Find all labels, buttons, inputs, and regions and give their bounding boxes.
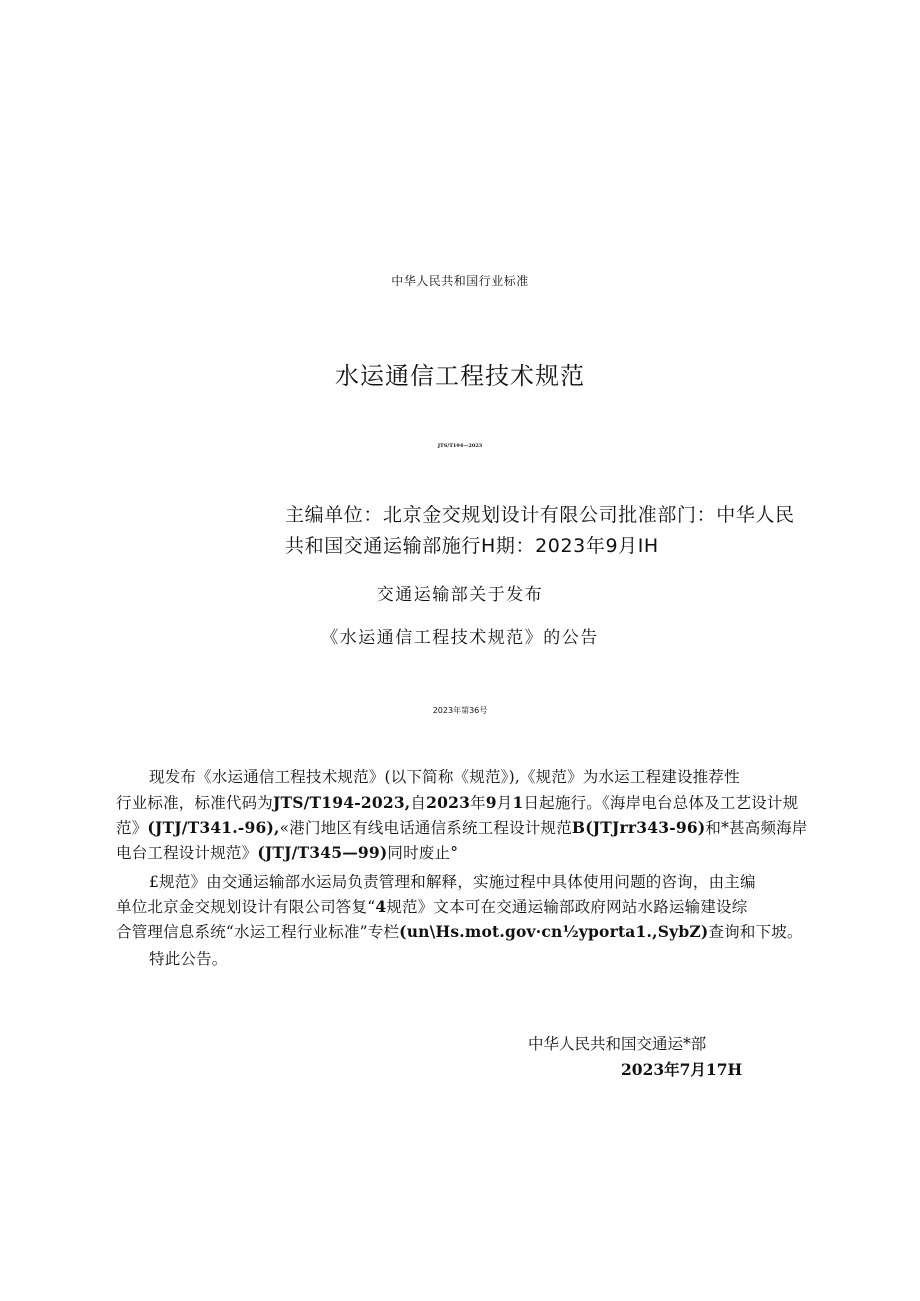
editor-info-line-1: 主编单位：北京金交规划设计有限公司批准部门：中华人民 bbox=[285, 504, 795, 526]
superseded-code-2: B(JTJrr343-96) bbox=[571, 818, 706, 837]
text-segment: 年 bbox=[470, 794, 486, 812]
text-segment: 同时废止° bbox=[387, 844, 459, 862]
text-segment: 范》 bbox=[116, 819, 148, 837]
issue-number: 2023年第36号 bbox=[432, 706, 488, 715]
closing-line: 特此公告。 bbox=[149, 950, 228, 968]
text-segment: 自 bbox=[410, 794, 427, 812]
standard-code: JTS/T194—2023 bbox=[437, 443, 483, 449]
paragraph-1-line-4 bbox=[116, 841, 458, 863]
signature-organization: 中华人民共和国交通运*部 bbox=[528, 1035, 707, 1053]
paragraph-2-line-1: £规范》由交通运输部水运局负责管理和解释，实施过程中具体使用问题的咨询，由主编 bbox=[149, 873, 756, 891]
paragraph-1-line-3 bbox=[116, 816, 808, 838]
text-segment: 单位北京金交规划设计有限公司答复“ bbox=[116, 898, 376, 916]
text-segment: 和*甚高频海岸 bbox=[705, 819, 808, 837]
text-segment-bold: 4 bbox=[375, 897, 387, 916]
text-segment: 月 bbox=[496, 794, 513, 812]
text-segment: 规范》文本可在交通运输部政府网站水路运输建设综 bbox=[386, 898, 748, 916]
date-day: 1 bbox=[512, 793, 524, 812]
superseded-code-3: (JTJ/T345—99) bbox=[257, 843, 388, 862]
paragraph-1-line-1: 现发布《水运通信工程技术规范》(以下简称《规范》),《规范》为水运工程建设推荐性 bbox=[149, 768, 740, 786]
editor-info-line-2: 共和国交通运输部施行H期：2023年9月IH bbox=[285, 535, 659, 557]
date-month: 9 bbox=[485, 793, 497, 812]
text-segment: «港门地区有线电话通信系统工程设计规范 bbox=[279, 819, 572, 837]
paragraph-1-line-2 bbox=[116, 791, 798, 813]
website-url: (un\Hs.mot.gov·cn½yporta1.,SybZ) bbox=[399, 922, 709, 941]
paragraph-2-line-2 bbox=[116, 895, 747, 917]
text-segment: 电台工程设计规范》 bbox=[116, 844, 258, 862]
text-segment: 行业标准，标准代码为 bbox=[116, 794, 274, 812]
standard-code-inline: JTS/T194-2023, bbox=[273, 793, 411, 812]
text-segment: 查询和下坡。 bbox=[708, 923, 803, 941]
announcement-title-line-1: 交通运输部关于发布 bbox=[376, 585, 544, 605]
text-segment: 合管理信息系统“水运工程行业标准”专栏 bbox=[116, 923, 400, 941]
signature-date: 2023年7月17H bbox=[621, 1060, 743, 1079]
industry-standard-heading: 中华人民共和国行业标准 bbox=[391, 274, 529, 288]
announcement-title-line-2: 《水运通信工程技术规范》的公告 bbox=[321, 628, 599, 648]
document-title: 水运通信工程技术规范 bbox=[335, 362, 585, 390]
superseded-code-1: (JTJ/T341.-96), bbox=[147, 818, 280, 837]
text-segment: 日起施行。《海岸电台总体及工艺设计规 bbox=[523, 794, 799, 812]
paragraph-2-line-3 bbox=[116, 920, 803, 942]
date-year: 2023 bbox=[426, 793, 471, 812]
